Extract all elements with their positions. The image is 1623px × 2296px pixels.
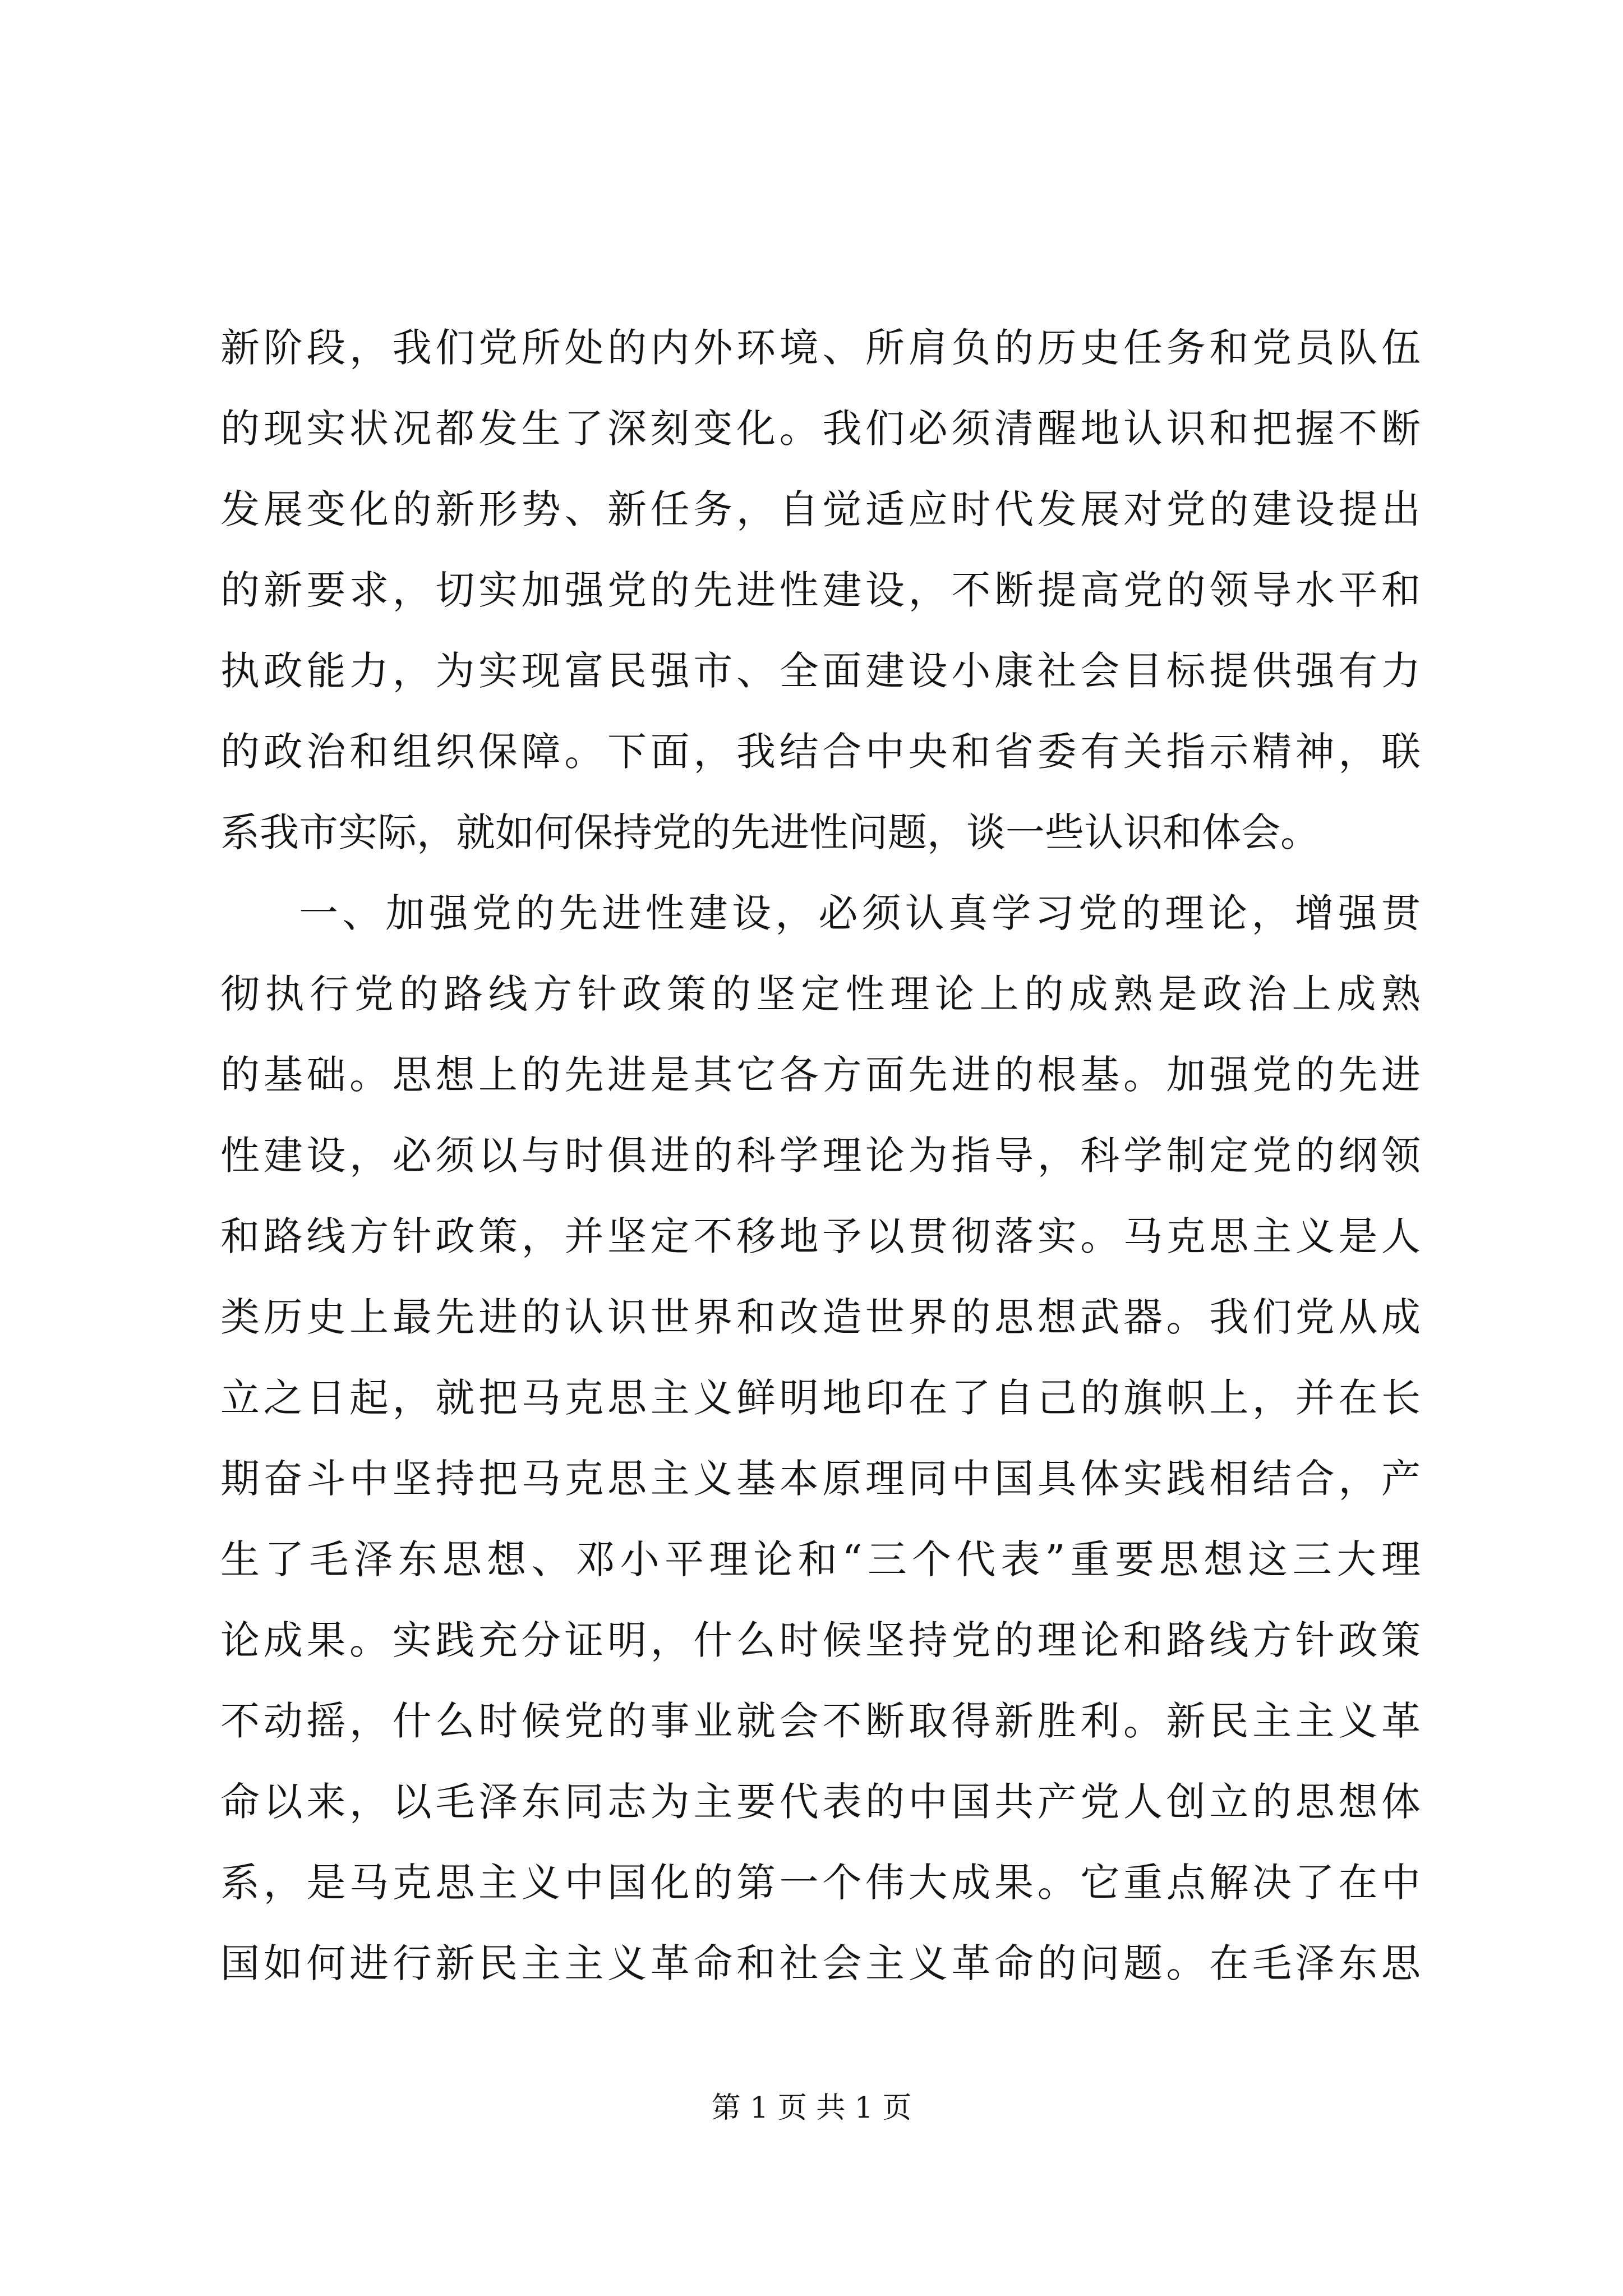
text-line: 的基础。思想上的先进是其它各方面先进的根基。加强党的先进 [220,1052,1421,1098]
text-line: 发展变化的新形势、新任务，自觉适应时代发展对党的建设提出 [220,486,1421,532]
text-line: 论成果。实践充分证明，什么时候坚持党的理论和路线方针政策 [220,1617,1421,1663]
text-line: 性建设，必须以与时俱进的科学理论为指导，科学制定党的纲领 [220,1133,1421,1179]
text-line: 不动摇，什么时候党的事业就会不断取得新胜利。新民主主义革 [220,1698,1421,1744]
text-line: 系，是马克思主义中国化的第一个伟大成果。它重点解决了在中 [220,1860,1421,1906]
text-line: 立之日起，就把马克思主义鲜明地印在了自己的旗帜上，并在长 [220,1375,1421,1421]
text-line: 和路线方针政策，并坚定不移地予以贯彻落实。马克思主义是人 [220,1213,1421,1259]
text-line: 的政治和组织保障。下面，我结合中央和省委有关指示精神，联 [220,729,1421,775]
text-line: 生了毛泽东思想、邓小平理论和“三个代表”重要思想这三大理 [220,1536,1421,1582]
text-line: 期奋斗中坚持把马克思主义基本原理同中国具体实践相结合，产 [220,1456,1421,1502]
section-heading-line: 一、加强党的先进性建设，必须认真学习党的理论，增强贯 [299,890,1421,936]
text-line: 国如何进行新民主主义革命和社会主义革命的问题。在毛泽东思 [220,1940,1421,1986]
text-line: 的新要求，切实加强党的先进性建设，不断提高党的领导水平和 [220,567,1421,613]
text-line: 的现实状况都发生了深刻变化。我们必须清醒地认识和把握不断 [220,406,1421,452]
text-line: 执政能力，为实现富民强市、全面建设小康社会目标提供强有力 [220,648,1421,694]
page-footer: 第 1 页 共 1 页 [711,2091,912,2125]
text-line: 类历史上最先进的认识世界和改造世界的思想武器。我们党从成 [220,1294,1421,1340]
body-text [220,307,1421,2004]
text-line: 新阶段，我们党所处的内外环境、所肩负的历史任务和党员队伍 [220,325,1421,371]
text-line: 命以来，以毛泽东同志为主要代表的中国共产党人创立的思想体 [220,1779,1421,1825]
text-line: 彻执行党的路线方针政策的坚定性理论上的成熟是政治上成熟 [220,971,1421,1017]
text-line: 系我市实际，就如何保持党的先进性问题，谈一些认识和体会。 [220,809,1320,855]
